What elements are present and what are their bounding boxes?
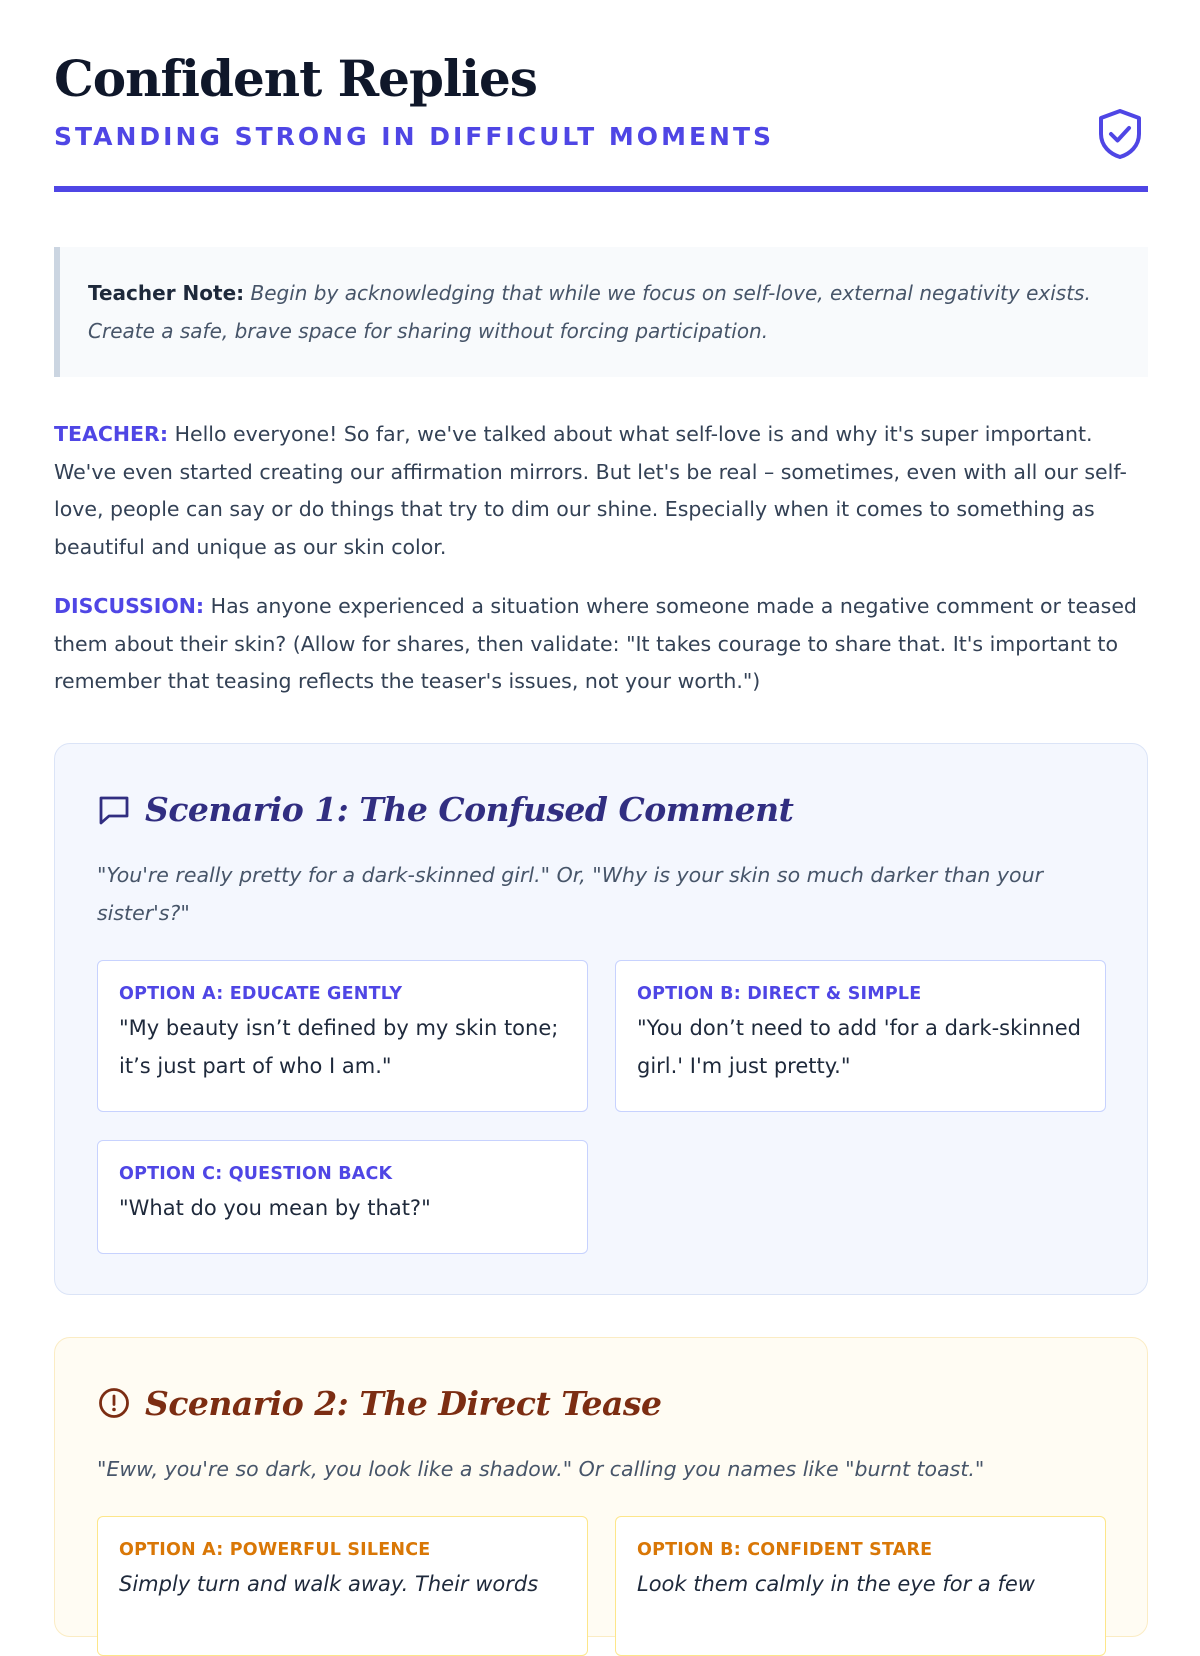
page-header [54,49,1148,194]
teacher-note-text: Begin by acknowledging that while we focus on self-love, external negativity exists. Create a safe, brave space for sharing without forcing participation. [88,281,1091,343]
speaker-label: TEACHER: [54,422,169,446]
speaker-label: DISCUSSION: [54,594,205,618]
scenario-title: Scenario 2: The Direct Tease [145,1384,662,1423]
teacher-note-label: Teacher Note: [88,281,245,305]
option-text: "My beauty isn’t defined by my skin tone; it’s just part of who I am." [119,1016,559,1078]
response-option-b [615,960,1106,1112]
shield-check-icon [1096,108,1144,160]
option-text: Simply turn and walk away. Their words [119,1572,539,1596]
speech-bubble-icon [97,792,131,826]
option-text: "You don’t need to add 'for a dark-skinned girl.' I'm just pretty." [637,1016,1081,1078]
response-option-b [615,1516,1106,1656]
scenario-title: Scenario 1: The Confused Comment [145,790,794,829]
response-option-a [97,1516,588,1656]
scenario-card-2 [54,1337,1148,1637]
page-title: Confident Replies [54,49,537,108]
page-subtitle: STANDING STRONG IN DIFFICULT MOMENTS [54,122,774,151]
header-divider [54,186,1148,192]
alert-circle-icon [97,1386,131,1420]
teacher-note [54,247,1148,377]
paragraph-text: Has anyone experienced a situation where someone made a negative comment or teased them about their skin? (Allow for shares, then validate: "It takes courage to share that. It's important to remember that teasing reflects the teaser's issues, not your worth.") [54,594,1137,693]
option-text: "What do you mean by that?" [119,1196,431,1220]
discussion-paragraph [54,588,1148,701]
scenario-quote: "You're really pretty for a dark-skinned girl." Or, "Why is your skin so much darker than your sister's?" [97,863,1043,925]
option-label: OPTION A: EDUCATE GENTLY [119,984,403,1004]
option-text: Look them calmly in the eye for a few [637,1572,1035,1596]
option-label: OPTION C: QUESTION BACK [119,1164,393,1184]
response-option-c [97,1140,588,1254]
scenario-quote: "Eww, you're so dark, you look like a shadow." Or calling you names like "burnt toast." [97,1457,985,1481]
response-option-a [97,960,588,1112]
option-label: OPTION A: POWERFUL SILENCE [119,1540,431,1560]
teacher-paragraph [54,416,1148,566]
option-label: OPTION B: DIRECT & SIMPLE [637,984,922,1004]
option-label: OPTION B: CONFIDENT STARE [637,1540,933,1560]
scenario-card-1 [54,743,1148,1295]
paragraph-text: Hello everyone! So far, we've talked about what self-love is and why it's super important. We've even started creating our affirmation mirrors. But let's be real – sometimes, even with all our self-love, people can say or do things that try to dim our shine. Especially when it comes to something as beautiful and unique as our skin color. [54,422,1127,559]
